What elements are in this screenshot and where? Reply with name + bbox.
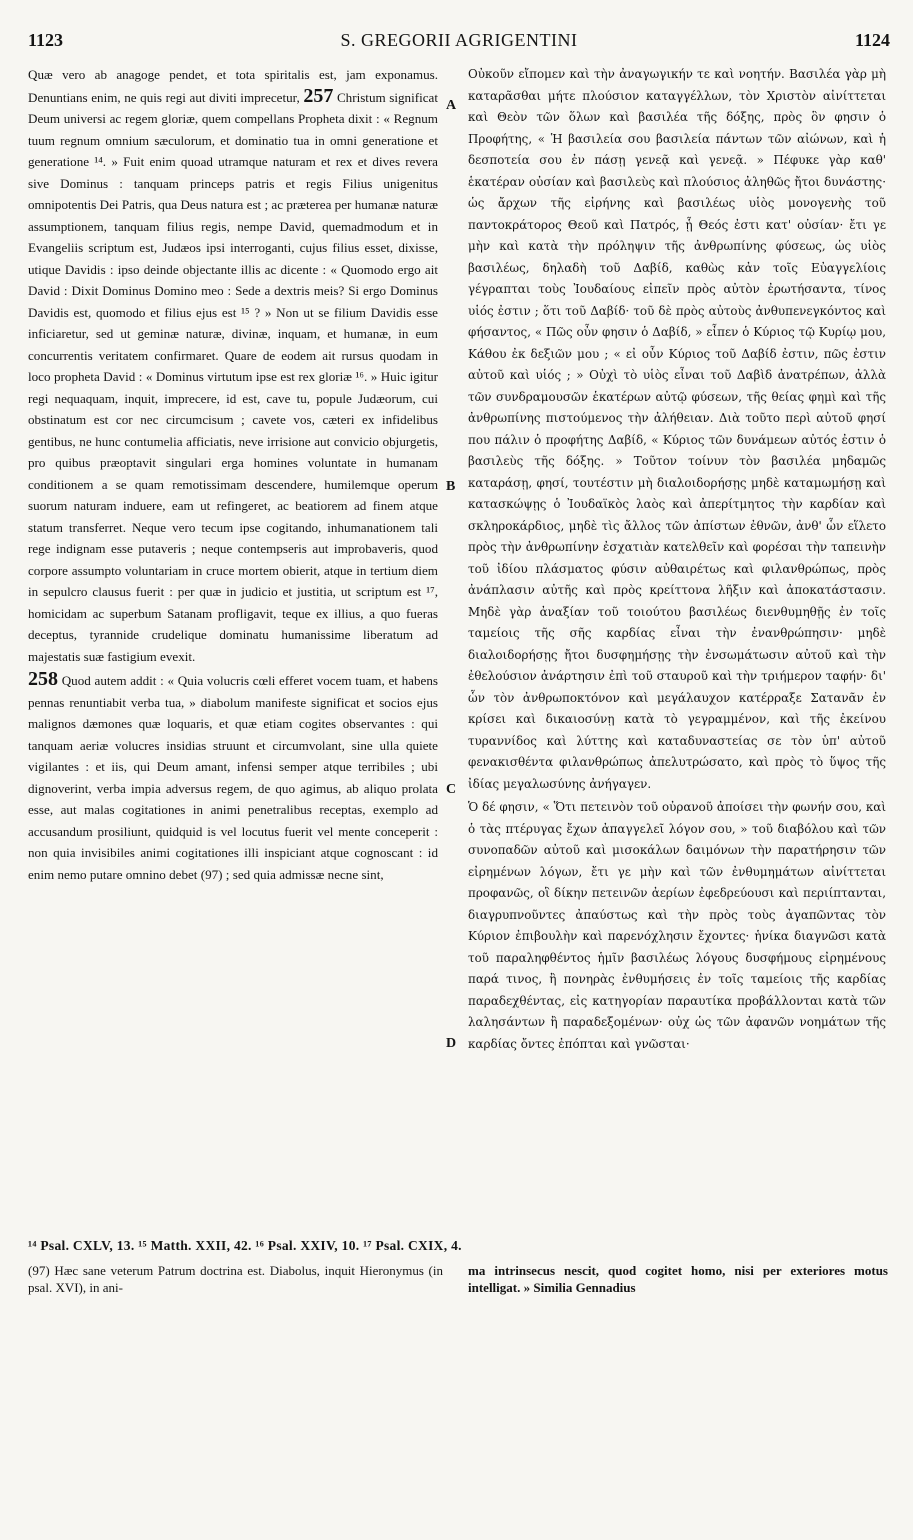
latin-text-1: Quæ vero ab anagoge pendet, et tota spiritalis est, jam exponamus. Denuntians enim, ne quis regi aut diviti imprecetur,	[28, 67, 438, 105]
latin-paragraph	[28, 64, 438, 667]
footnote-left: (97) Hæc sane veterum Patrum doctrina est. Diabolus, inquit Hieronymus (in psal. XVI), in ani-	[28, 1263, 443, 1295]
margin-letter-b: B	[446, 479, 456, 494]
greek-paragraph: Ὁ δέ φησιν, « Ὅτι πετεινὸν τοῦ οὐρανοῦ ἀποίσει τὴν φωνήν σου, καὶ ὁ τὰς πτέρυγας ἔχων ἀπαγγελεῖ λόγον σου, » τοῦ διαβόλου καὶ τῶν συνοπαδῶν αὐτοῦ καὶ μισοκάλων δαιμόνων τὴν παρατήρησιν τῶν εἰρημένων λόγων, ἔτι γε μὴν καὶ τῶν ἐνθυμημάτων αἰνίττεται προφανῶς, οἳ δίκην πετεινῶν ἀερίων ἐφεδρεύουσι καὶ περιίπτανται, διαγρυπνοῦντες ἀπαύστως καὶ τὴν πρὸς τοὺς ἀγαπῶντας τὸν Κύριον ἐπιβουλὴν καὶ παρενόχλησιν ἔχοντες· ἡνίκα διαγνῶσι κατὰ τοῦ παραληφθέντος ἡμῖν βασιλέως λόγους δυσφήμους εἰρημένους παρά τινος, ἢ πονηρὰς ἐνθυμήσεις ἐν τοῖς ταμείοις τῆς καρδίας παραδεχθέντας, εἰς κατηγορίαν παραυτίκα προβάλλονται κατὰ τῶν λαλησάντων ἢ παραδεξομένων· οὐχ ὡς τῶν ἀφανῶν νοημάτων τῆς καρδίας ὄντες ἐπόπται καὶ γνῶσται·	[468, 800, 886, 1051]
text-columns	[28, 62, 890, 1312]
page-number-right: 1124	[854, 30, 890, 50]
section-number-257: 257	[303, 84, 334, 107]
running-header	[28, 30, 890, 62]
scripture-references: ¹⁴ Psal. CXLV, 13. ¹⁵ Matth. XXII, 42. ¹⁶ Psal. XXIV, 10. ¹⁷ Psal. CXIX, 4.	[28, 1238, 462, 1253]
latin-text-1b: Christum significat Deum universi ac regem gloriæ, quem compellans Propheta dixit : « Regnum tuum regnum omnium sæculorum, et dominatio tua in omni generatione et generatione ¹⁴. » Fuit enim quoad utramque naturam et rex et dives revera sive Dominus : tanquam princeps patris et regis Filius unigenitus omnipotentis Dei Patris, qua Deus natura est ; ac præterea per humanæ naturæ assumptionem, tanquam filius regis, nempe David, quemadmodum et in Evangeliis scriptum est, Judæos ipsi interroganti, cujus filius esset, dixisse, utique Davidis : ipso deinde objectante illis ac dicente : « Quomodo ergo ait David : Dixit Dominus Domino meo : Sede a dextris meis? Si ergo Dominus Davidis est, quomodo et filius ejus est ¹⁵ ? » Non ut se filium Davidis esse inficiaretur, sed ut geminæ naturæ, divinæ, inquam, et humanæ, in eum concurrentis veritatem confirmaret. Quare de eodem ait rursus quodam in loco propheta David : « Dominus virtutum ipse est rex gloriæ ¹⁶. » Huic igitur regi nequaquam, inquit, imprecere, id est, cave tu, popule Judæorum, cui obstinatum est cor nec circumcisum ; cavete vos, cæteri ex infidelibus gentibus, ne hunc contumelia afficiatis, neve irrisione aut convicio objurgetis, pro quibus præoptavit singulari erga homines voluntate in humanam conditionem a se quam remotissimam descendere, humilemque operum suorum naturam induere, eam ut refingeret, ac beatiorem ad finem atque statum transferret. Neque vero tecum ipse cogitando, inhumanationem tali rege indignam esse putaveris ; neque contempseris aut improbaveris, quod corpore assumpto voluntariam in cruce mortem obierit, atque in tertium diem in sepulcro clausus fuerit : per quæ in judicio et justitia, ut scriptum est ¹⁷, homicidam ac superbum Satanam profligavit, teque ex illius, a quo fueras deceptus, tyrannide crudelique dominatu humanissime liberatum ad majestatis suæ fastigium evexit.	[28, 89, 438, 664]
greek-paragraph: Οὐκοῦν εἴπομεν καὶ τὴν ἀναγωγικήν τε καὶ νοητήν. Βασιλέα γὰρ μὴ καταρᾶσθαι μήτε πλούσιον καταγγέλλων, τὸν Χριστὸν αἰνίττεται καὶ Θεὸν τῶν ὅλων καὶ βασιλέα τῆς δόξης, πρὸς ὃν φησιν ὁ Προφήτης, « Ἡ βασιλεία σου βασιλεία πάντων τῶν αἰώνων, καὶ ἡ δεσποτεία σου ἐν πάσῃ γενεᾷ καὶ γενεᾷ. » Πέφυκε γὰρ καθ' ἑκατέραν οὐσίαν καὶ βασιλεὺς καὶ πλούσιος ἀληθῶς ἤτοι δυνάστης· ὡς ἄρχων τῆς εἰρήνης καὶ βασιλέως υἱὸς μονογενὴς τοῦ παντοκράτορος Θεοῦ καὶ Πατρός, ᾗ Θεός ἐστι κατ' οὐσίαν· ἔτι γε μὴν καὶ κατὰ τὴν πρόληψιν τῆς ἀνθρωπίνης φύσεως, ὡς υἱὸς βασιλέως, δηλαδὴ τοῦ Δαβίδ, καθὼς κἀν τοῖς Εὐαγγελίοις γέγραπται τοὺς Ἰουδαίους εἰπεῖν πρὸς αὐτὸν ἐρωτήσαντα, τίνος υἱός ἐστιν ; ὅτι τοῦ Δαβίδ· τοῦ δὲ πρὸς αὐτοὺς ἀνθυπενεγκόντος καὶ φήσαντος, « Πῶς οὖν φησιν ὁ Δαβίδ, » εἶπεν ὁ Κύριος τῷ Κυρίῳ μου, Κάθου ἐκ δεξιῶν μου ; « εἰ οὖν Κύριος τοῦ Δαβίδ ἐστιν, πῶς ἐστιν αὐτοῦ καὶ υἱός ; » Οὐχὶ τὸ υἱὸς εἶναι τοῦ Δαβὶδ ἀνατρέπων, ἀλλὰ τῶν συνδραμουσῶν ἑκατέρων αὐτῷ φύσεων, τῆς θείας φημὶ καὶ τῆς ἀνθρωπίνης πιστούμενος τὴν ἀλήθειαν. Διὰ τοῦτο περὶ αὐτοῦ φησί που πάλιν ὁ προφήτης Δαβίδ, « Κύριος τῶν δυνάμεων αὐτός ἐστιν ὁ βασιλεὺς τῆς δόξης. » Τοῦτον τοίνυν τὸν βασιλέα μηδαμῶς καταράσῃ, φησί, τουτέστιν μὴ διαλοιδορήσῃς μηδὲ καταμωμήσῃ καὶ κατασκώψῃς ὁ Ἰουδαϊκὸς λαὸς καὶ ἀπερίτμητος τὴν καρδίαν καὶ σκληροκάρδιος, μηδὲ τὶς ἄλλος τῶν ἀπίστων ἐθνῶν, ἀνθ' ὧν εἵλετο πρὸς τὴν ἀνθρωπίνην ἐσχατιὰν κατελθεῖν καὶ φορέσαι τὴν ταπεινὴν τοῦ ἰδίου πλάσματος φύσιν αὐθαιρέτως καὶ φιλανθρώπως, πρὸς ἀνάπλασιν αὐτῆς καὶ πρὸς κρείττονα λῆξιν καὶ ἀποκατάστασιν. Μηδὲ γὰρ ἀναξίαν τοῦ τοιούτου βασιλέως διενθυμηθῇς ἐν τοῖς ταμείοις τῆς σῆς καρδίας εἶναι τὴν ἐνανθρώπησιν· μηδὲ διαλοιδορήσῃς ἤτοι δυσφημήσῃς τὴν ἐνσωμάτωσιν αὐτοῦ καὶ τὴν ἐθελούσιον ἀνάρτησιν ἐπὶ τοῦ σταυροῦ καὶ τὴν τριήμερον ταφήν· δι' ὧν τὸν ἀνθρωποκτόνον καὶ μεγάλαυχον κατέρραξε Σατανᾶν ἐν κρίσει καὶ δικαιοσύνῃ κατὰ τὸ γεγραμμένον, καὶ τῆς ἐκείνου τυραννίδος καὶ λύττης καὶ καταδυναστείας σε τὸν ὑπ' αὐτοῦ φενακισθέντα φιλανθρώπως ἀπελυτρώσατο, καὶ πρὸς τὸ ὕψος τῆς ἰδίας μεγαλωσύνης ἀνήγαγεν.	[468, 67, 886, 791]
footnote-right: ma intrinsecus nescit, quod cogitet homo, nisi per exteriores motus intelligat. » Similia Gennadius	[468, 1263, 888, 1295]
page	[28, 30, 890, 1312]
latin-column	[28, 64, 438, 885]
page-number-left: 1123	[28, 30, 64, 50]
margin-letter-a: A	[446, 98, 457, 113]
running-title: S. GREGORII AGRIGENTINI	[340, 30, 578, 50]
margin-letter-d: D	[446, 1036, 457, 1051]
latin-text-2: Quod autem addit : « Quia volucris cœli efferet vocem tuam, et habens pennas renuntiabit verba tua, » diabolum manifeste significat et socios ejus malignos dæmones quæ loquaris, et quæ etiam cogites observantes : qui tanquam aeriæ volucres insidias struunt et circumvolant, sine ulla quiete vigilantes : et iis, qui Deum amant, infensi semper atque terribiles ; ubi dignoverint, verba impia adversus regem, de quo agimus, ab aliquo prolata esse, aut malas cogitationes in animi penetralibus receptas, exemplo ad accusandum prosiliunt, quidquid is vel locutus fuerit vel mente conceperit : non quia invisibiles animi cogitationes illi inspiciant atque cognoscant : id enim nemo putare omnino debet (97) ; sed quia admissæ necne sint,	[28, 673, 438, 882]
margin-letter-c: C	[446, 782, 457, 797]
greek-column	[468, 64, 886, 1055]
latin-paragraph	[28, 669, 438, 885]
section-number-258: 258	[28, 668, 58, 690]
